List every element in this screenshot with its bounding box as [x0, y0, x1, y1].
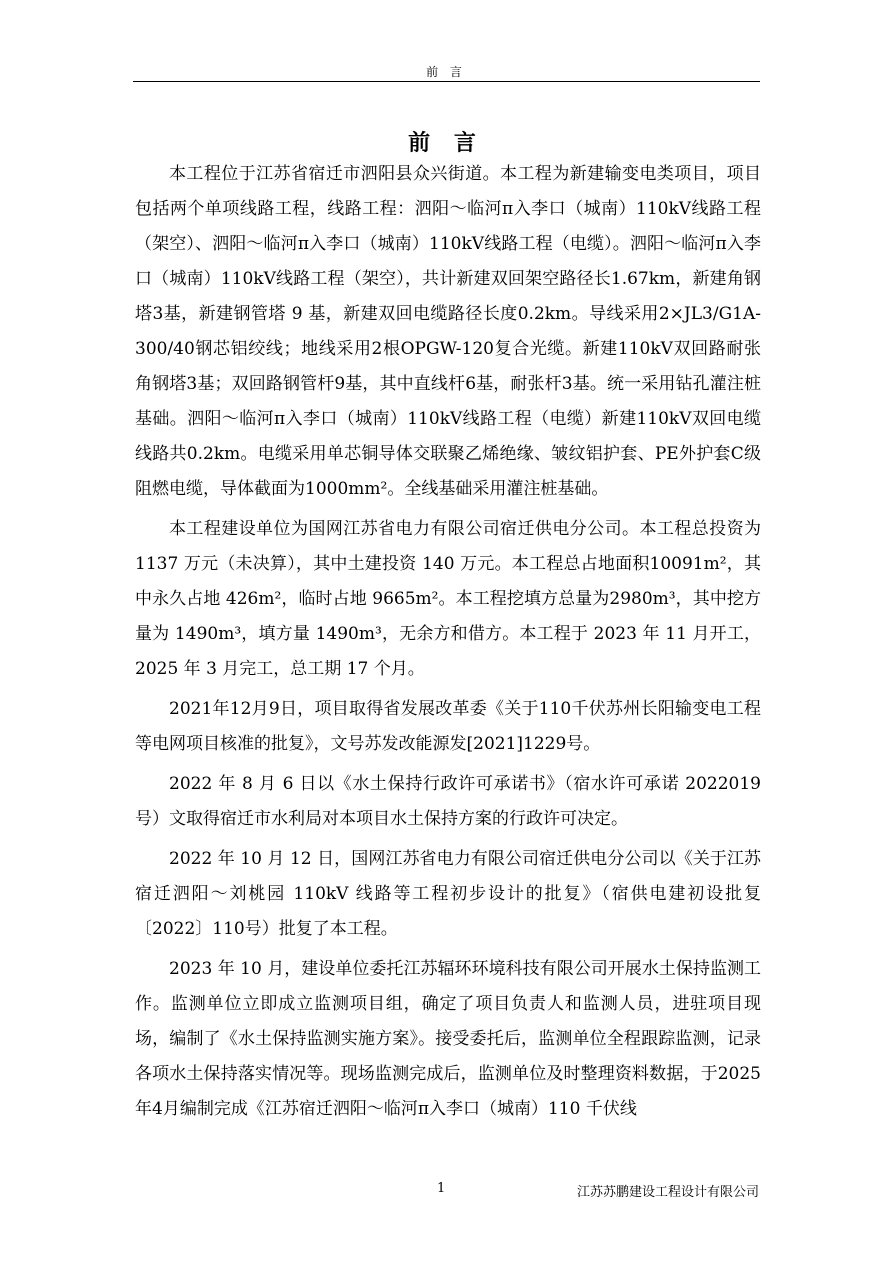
- paragraph-monitoring: 2023 年 10 月，建设单位委托江苏辐环环境科技有限公司开展水土保持监测工作。监测单位立即成立监测项目组，确定了项目负责人和监测人员，进驻项目现场，编制了《水土保持监测实施方案》。接受委托后，监测单位全程跟踪监测，记录各项水土保持落实情况等。现场监测完成后，监测单位及时整理资料数据，于2025 年4月编制完成《江苏宿迁泗阳～临河π入李口（城南）110 千伏线: [135, 959, 761, 1119]
- document-body: [135, 157, 761, 1127]
- page-title: 前 言: [408, 130, 484, 156]
- paragraph-permit: 2022 年 8 月 6 日以《水土保持行政许可承诺书》（宿水许可承诺 2022019号）文取得宿迁市水利局对本项目水土保持方案的行政许可决定。: [135, 774, 761, 829]
- paragraph-investment: 本工程建设单位为国网江苏省电力有限公司宿迁供电分公司。本工程总投资为 1137 万元（未决算），其中土建投资 140 万元。本工程总占地面积10091m²，其中永久占地 426m²，临时占地 9665m²。本工程挖填方总量为2980m³，其中挖方量为 1490m³，填方量 1490m³，无余方和借方。本工程于 2023 年 11 月开工，2025 年 3 月完工，总工期 17 个月。: [135, 519, 761, 679]
- running-header: 前 言: [426, 65, 466, 79]
- page-number: 1: [437, 1181, 446, 1196]
- footer-company: 江苏苏鹏建设工程设计有限公司: [576, 1185, 759, 1200]
- paragraph-design-approval: 2022 年 10 月 12 日，国网江苏省电力有限公司宿迁供电分公司以《关于江苏宿迁泗阳～刘桃园 110kV 线路等工程初步设计的批复》（宿供电建初设批复〔2022〕110号）批复了本工程。: [135, 849, 761, 939]
- paragraph-approval: 2021年12月9日，项目取得省发展改革委《关于110千伏苏州长阳输变电工程等电网项目核准的批复》，文号苏发改能源发[2021]1229号。: [135, 699, 761, 754]
- paragraph-project-overview: 本工程位于江苏省宿迁市泗阳县众兴街道。本工程为新建输变电类项目，项目包括两个单项线路工程，线路工程：泗阳～临河π入李口（城南）110kV线路工程（架空）、泗阳～临河π入李口（城南）110kV线路工程（电缆）。泗阳～临河π入李口（城南）110kV线路工程（架空），共计新建双回架空路径长1.67km，新建角钢塔3基，新建钢管塔 9 基，新建双回电缆路径长度0.2km。导线采用2×JL3/G1A-300/40钢芯铝绞线；地线采用2根OPGW-120复合光缆。新建110kV双回路耐张角钢塔3基；双回路钢管杆9基，其中直线杆6基，耐张杆3基。统一采用钻孔灌注桩基础。泗阳～临河π入李口（城南）110kV线路工程（电缆）新建110kV双回电缆线路共0.2km。电缆采用单芯铜导体交联聚乙烯绝缘、皱纹铝护套、PE外护套C级阻燃电缆，导体截面为1000mm²。全线基础采用灌注桩基础。: [135, 164, 761, 499]
- header-rule: [133, 81, 760, 82]
